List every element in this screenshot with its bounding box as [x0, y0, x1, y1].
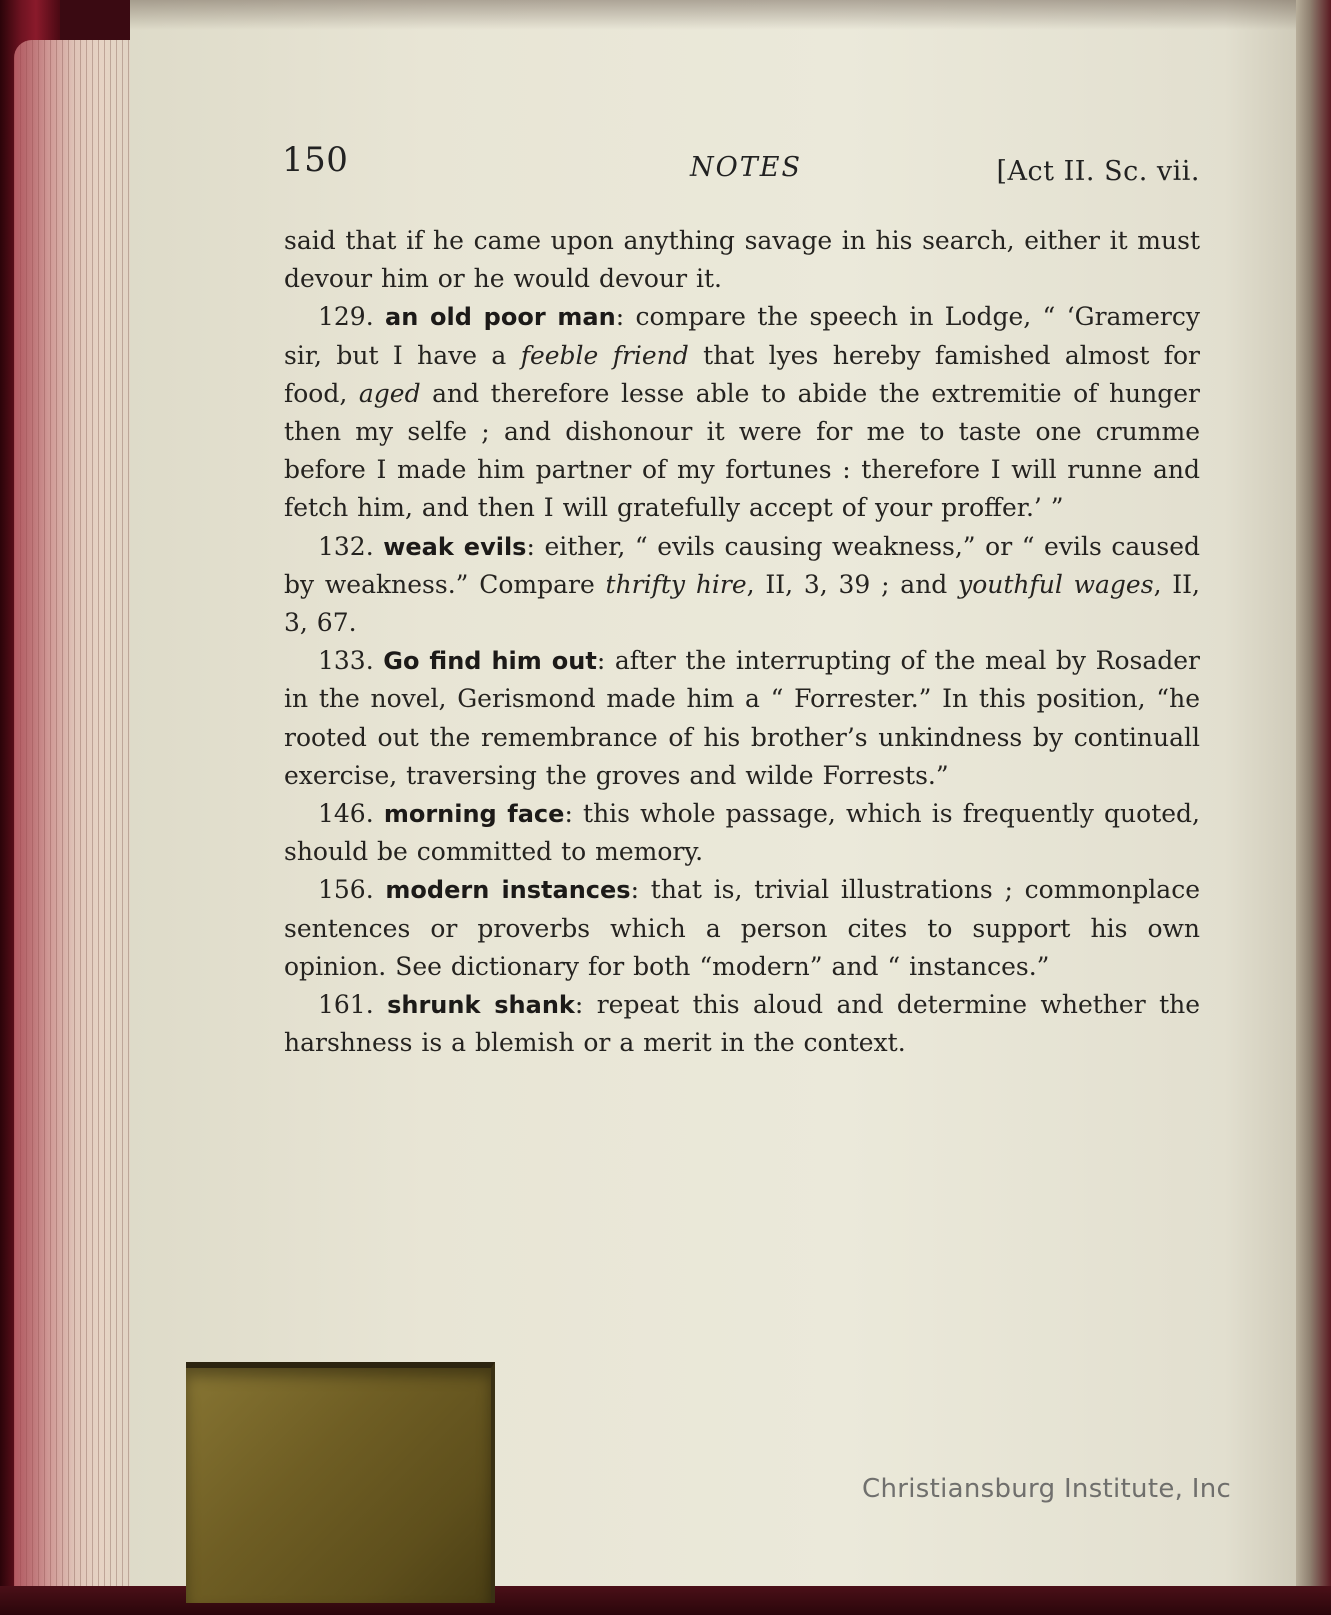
- note-text: : either, “ evils causing weakness,” or “ evils caused by weakness.” Compare: [284, 531, 1200, 599]
- running-head: [282, 140, 1200, 190]
- watermark: Christiansburg Institute, Inc: [862, 1474, 1232, 1504]
- note-lemma: an old poor man: [385, 303, 616, 332]
- note-161: [284, 986, 1200, 1062]
- note-132: [284, 528, 1200, 643]
- note-continuation: said that if he came upon anything savage in his search, either it must devour him or he would devour it.: [284, 226, 1200, 294]
- note-lemma: weak evils: [383, 532, 527, 561]
- note-number: 132.: [318, 531, 374, 561]
- running-title: NOTES: [690, 152, 802, 183]
- note-number: 146.: [318, 799, 374, 829]
- note-number: 133.: [318, 646, 374, 676]
- note-133: [284, 642, 1200, 795]
- note-italic: thrifty hire: [605, 569, 747, 599]
- note-text: and therefore lesse able to abide the extremitie of hunger then my selfe ; and dishonour it were for me to taste one crumme before I made him partner of my fortunes : therefore I will runne and fetch him, and then I will gratefully accept of your proffer.’ ”: [284, 378, 1200, 523]
- note-text: that lyes hereby famished almost for food,: [284, 340, 1200, 408]
- note-number: 161.: [318, 990, 374, 1020]
- note-lemma: Go find him out: [383, 647, 597, 676]
- note-156: [284, 871, 1200, 986]
- note-text: : after the interrupting of the meal by Rosader in the novel, Gerismond made him a “ Forrester.” In this position, “he rooted out the remembrance of his brother’s unkindness by continuall exercise, traversing the groves and wilde Forrests.”: [284, 646, 1200, 790]
- note-text: : repeat this aloud and determine whether the harshness is a blemish or a merit in the context.: [284, 990, 1201, 1058]
- note-text: , II, 3, 39 ; and: [746, 569, 959, 599]
- note-129: [284, 298, 1200, 527]
- note-text: , II, 3, 67.: [284, 569, 1200, 638]
- note-italic: feeble friend: [520, 340, 689, 370]
- note-text: : compare the speech in Lodge, “ ‘Gramercy sir, but I have a: [284, 302, 1201, 370]
- brass-bookmark-clip: [186, 1362, 495, 1603]
- note-italic: aged: [358, 378, 421, 408]
- page-shadow: [130, 0, 1320, 30]
- right-page-edge: [1296, 0, 1331, 1615]
- notes-body: [284, 222, 1200, 1062]
- note-text: : that is, trivial illustrations ; commonplace sentences or proverbs which a person cites to support his own opinion. See dictionary for both “modern” and “ instances.”: [284, 875, 1200, 981]
- note-text: : this whole passage, which is frequently quoted, should be committed to memory.: [284, 799, 1201, 867]
- note-number: 156.: [318, 875, 374, 905]
- note-lemma: shrunk shank: [387, 991, 575, 1020]
- note-italic: youthful wages: [958, 569, 1154, 599]
- act-scene-label: [Act II. Sc. vii.: [996, 156, 1200, 187]
- page-number: 150: [282, 140, 349, 180]
- note-lemma: morning face: [383, 800, 565, 829]
- note-number: 129.: [318, 302, 374, 332]
- note-lemma: modern instances: [385, 876, 631, 905]
- note-146: [284, 795, 1200, 871]
